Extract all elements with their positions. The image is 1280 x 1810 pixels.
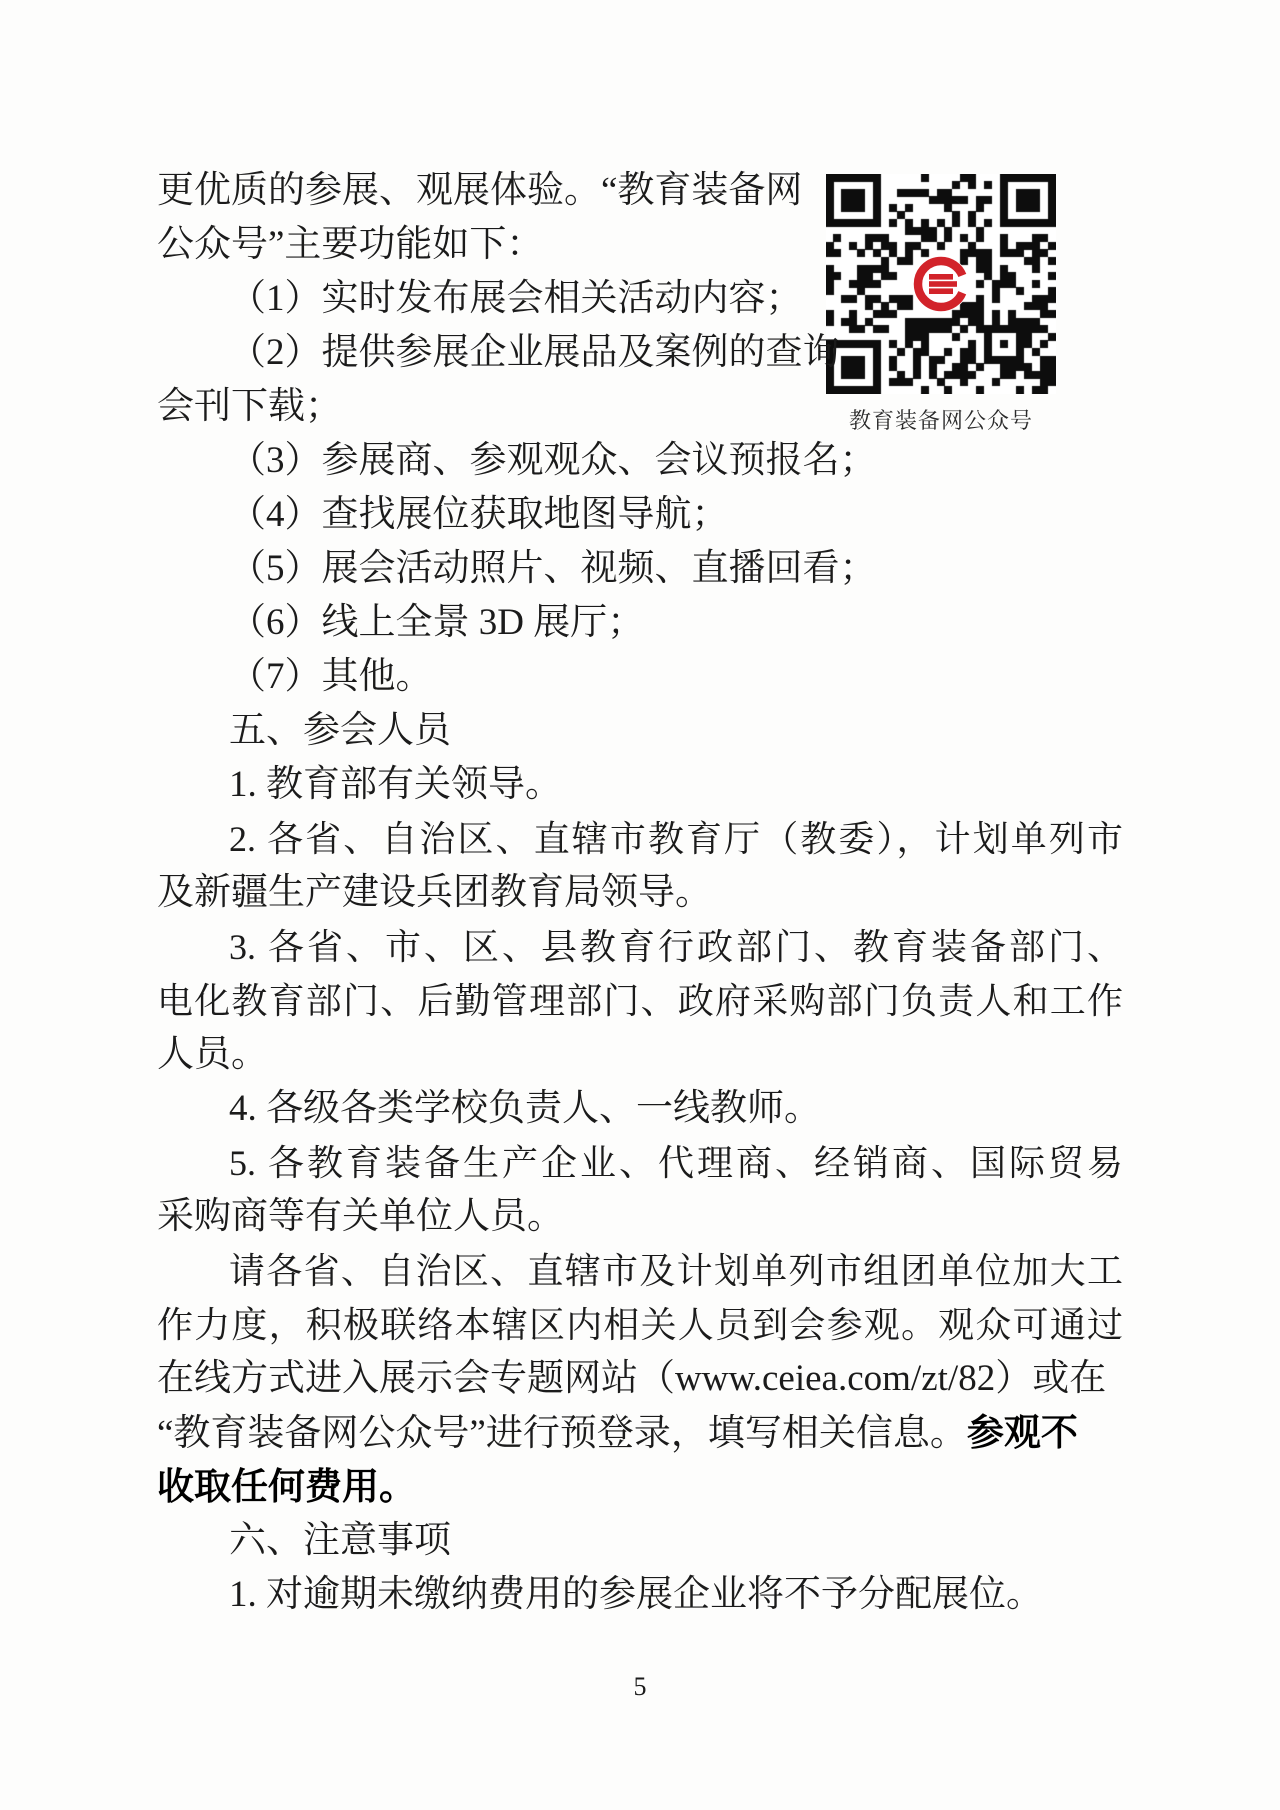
section-heading-notes: 六、注意事项: [229, 1520, 451, 1561]
list-item: （6）线上全景 3D 展厅；: [229, 602, 645, 643]
body-text: “教育装备网公众号”进行预登录，填写相关信息。: [157, 1413, 967, 1454]
list-item: （5）展会活动照片、视频、直播回看；: [229, 548, 877, 589]
body-line: 在线方式进入展示会专题网站（www.ceiea.com/zt/82）或在: [157, 1358, 1107, 1399]
emphasis-text: 参观不: [966, 1412, 1078, 1453]
list-item: 5. 各教育装备生产企业、代理商、经销商、国际贸易: [229, 1143, 1123, 1183]
document-body: [157, 164, 1123, 1622]
body-line: 更优质的参展、观展体验。“教育装备网: [157, 170, 803, 211]
section-heading-participants: 五、参会人员: [229, 710, 451, 751]
body-line: 及新疆生产建设兵团教育局领导。: [157, 872, 712, 913]
page-number: 5: [633, 1672, 647, 1701]
body-line: 电化教育部门、后勤管理部门、政府采购部门负责人和工作: [157, 981, 1123, 1021]
emphasis-text: 收取任何费用。: [157, 1466, 416, 1507]
body-line: 会刊下载；: [157, 386, 342, 427]
list-item: （7）其他。: [229, 656, 433, 697]
qr-caption: 教育装备网公众号: [848, 408, 1033, 433]
list-item: （1）实时发布展会相关活动内容；: [229, 278, 803, 319]
body-line: 请各省、自治区、直辖市及计划单列市组团单位加大工: [229, 1251, 1123, 1291]
list-item: （3）参展商、参观观众、会议预报名；: [229, 440, 877, 481]
list-item: 1. 对逾期未缴纳费用的参展企业将不予分配展位。: [229, 1574, 1043, 1615]
list-item: 1. 教育部有关领导。: [229, 764, 562, 805]
list-item: （2）提供参展企业展品及案例的查询: [229, 332, 840, 373]
body-line: [157, 1406, 1123, 1460]
list-item: （4）查找展位获取地图导航；: [229, 494, 729, 535]
body-line: 采购商等有关单位人员。: [157, 1196, 564, 1237]
list-item: 3. 各省、市、区、县教育行政部门、教育装备部门、: [229, 927, 1123, 967]
body-line: 作力度，积极联络本辖区内相关人员到会参观。观众可通过: [157, 1305, 1123, 1345]
body-line: 人员。: [157, 1034, 268, 1075]
list-item: 2. 各省、自治区、直辖市教育厅（教委），计划单列市: [229, 819, 1123, 859]
list-item: 4. 各级各类学校负责人、一线教师。: [229, 1088, 821, 1129]
body-line: 公众号”主要功能如下：: [157, 224, 544, 265]
